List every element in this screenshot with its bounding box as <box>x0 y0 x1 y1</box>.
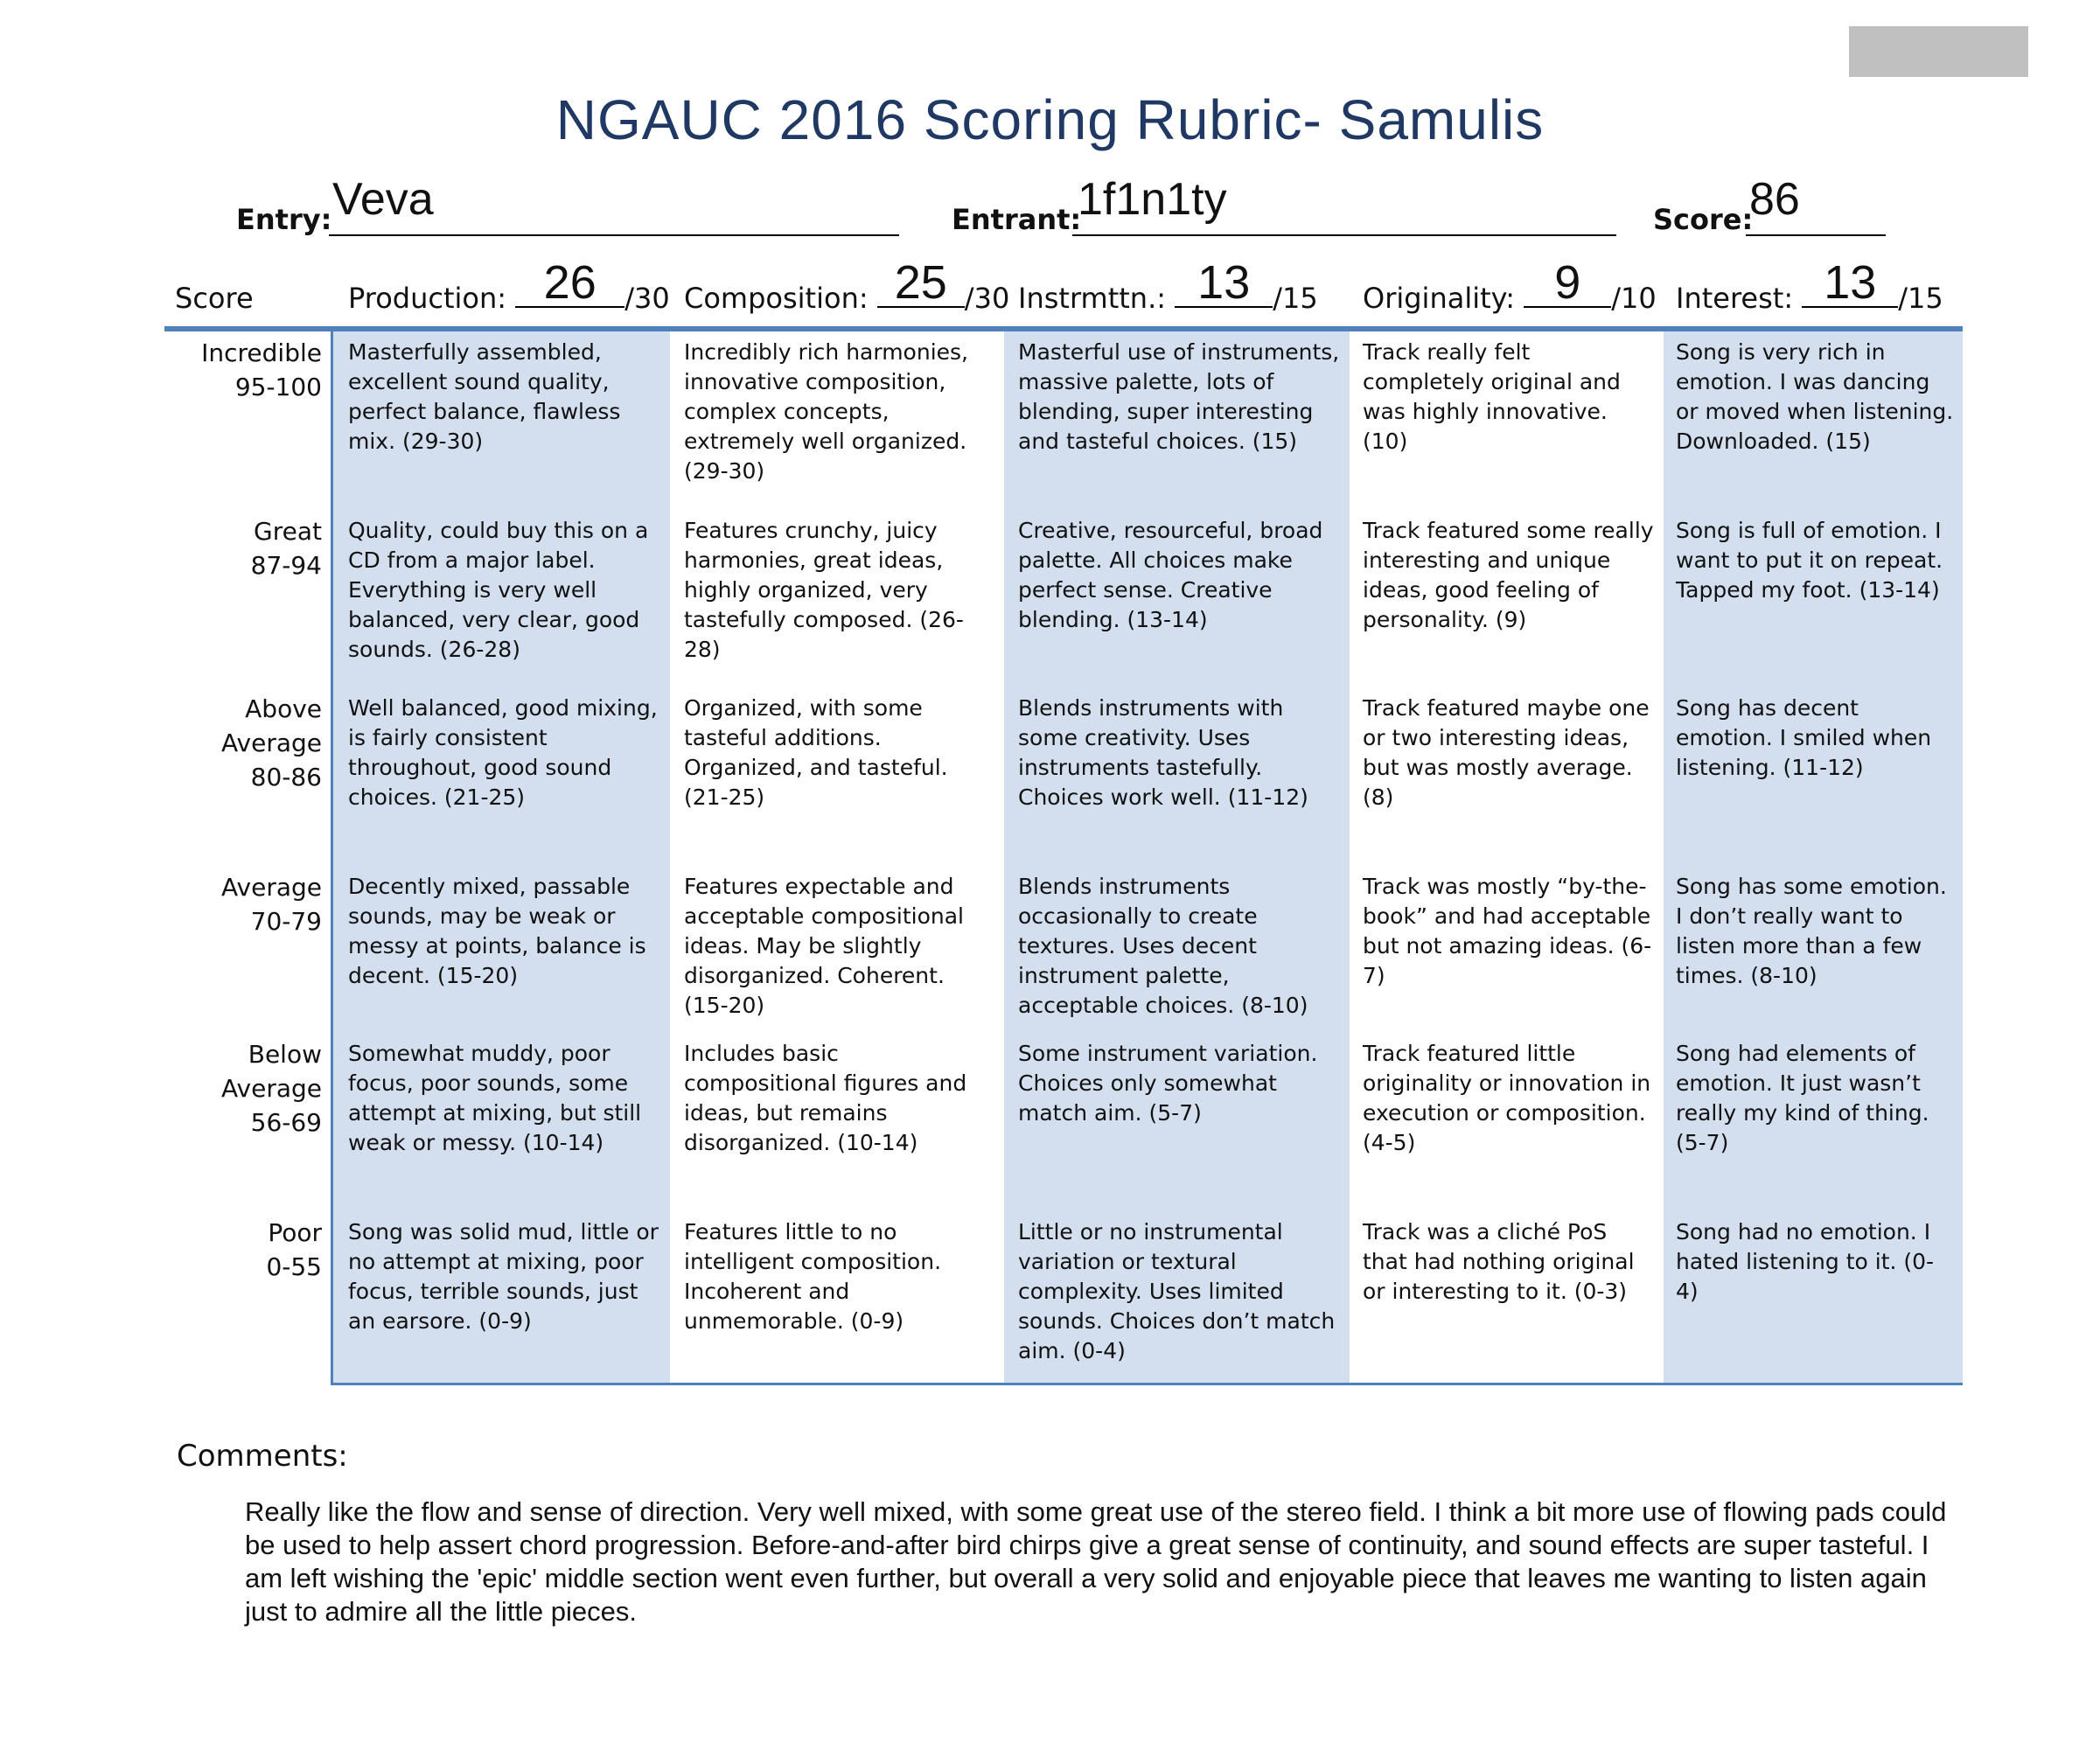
table-cell: Track was mostly “by-the-book” and had acceptable but not amazing ideas. (6-7) <box>1363 874 1652 988</box>
header-originality-label: Originality: <box>1363 282 1516 315</box>
header-originality-max: /10 <box>1611 282 1657 315</box>
table-cell: Creative, resourceful, broad palette. All choices make perfect sense. Creative blending. (13-14) <box>1018 518 1323 632</box>
table-cell: Song had no emotion. I hated listening to it. (0-4) <box>1676 1219 1935 1304</box>
header-composition <box>684 256 1010 315</box>
table-cell: Includes basic compositional figures and ideas, but remains disorganized. (10-14) <box>684 1041 967 1155</box>
table-cell: Track really felt completely original and was highly innovative. (10) <box>1363 339 1621 454</box>
row-label-text: Above Average <box>221 694 322 757</box>
table-cell: Well balanced, good mixing, is fairly consistent throughout, good sound choices. (21-25) <box>348 695 658 810</box>
table-cell: Features crunchy, juicy harmonies, great ideas, highly organized, very tastefully composed. (26-28) <box>684 518 964 662</box>
comments-label: Comments: <box>177 1439 348 1474</box>
row-label-incredible <box>166 336 322 404</box>
table-left-border <box>331 331 333 1384</box>
score-value[interactable]: 86 <box>1749 174 1800 225</box>
row-range-text: 95-100 <box>234 373 322 401</box>
row-label-text: Below Average <box>221 1040 322 1103</box>
table-cell: Song is very rich in emotion. I was dancing or moved when listening. Downloaded. (15) <box>1676 339 1954 454</box>
gray-redaction-box <box>1849 26 2028 77</box>
entry-line <box>329 234 899 236</box>
table-cell: Little or no instrumental variation or textural complexity. Uses limited sounds. Choices don’t match aim. (0-4) <box>1018 1219 1336 1363</box>
row-range-text: 0-55 <box>266 1252 322 1281</box>
table-cell: Incredibly rich harmonies, innovative composition, complex concepts, extremely well organized. (29-30) <box>684 339 968 484</box>
table-cell: Blends instruments with some creativity. Uses instruments tastefully. Choices work well. (11-12) <box>1018 695 1308 810</box>
table-cell: Song has some emotion. I don’t really want to listen more than a few times. (8-10) <box>1676 874 1947 988</box>
table-cell: Decently mixed, passable sounds, may be weak or messy at points, balance is decent. (15-20) <box>348 874 646 988</box>
table-cell: Masterful use of instruments, massive palette, lots of blending, super interesting and tasteful choices. (15) <box>1018 339 1340 454</box>
score-column-header: Score <box>175 282 254 315</box>
row-label-text: Incredible <box>201 338 322 367</box>
header-production-label: Production: <box>348 282 507 315</box>
row-label-text: Great <box>254 517 322 546</box>
header-production-max: /30 <box>624 282 670 315</box>
row-range-text: 56-69 <box>250 1108 322 1137</box>
entrant-line <box>1072 234 1616 236</box>
header-interest-blank[interactable] <box>1802 256 1898 309</box>
row-label-text: Average <box>221 873 322 902</box>
table-cell: Masterfully assembled, excellent sound quality, perfect balance, flawless mix. (29-30) <box>348 339 621 454</box>
row-label-above-average <box>166 692 322 794</box>
table-cell: Song had elements of emotion. It just wasn’t really my kind of thing. (5-7) <box>1676 1041 1929 1155</box>
header-production <box>348 256 670 315</box>
row-range-text: 80-86 <box>250 763 322 791</box>
page-title: NGAUC 2016 Scoring Rubric- Samulis <box>555 88 1545 151</box>
entrant-value[interactable]: 1f1n1ty <box>1078 174 1227 225</box>
header-instrumentation-max: /15 <box>1273 282 1318 315</box>
score-line <box>1746 234 1886 236</box>
header-interest-max: /15 <box>1898 282 1943 315</box>
entry-value[interactable]: Veva <box>332 174 434 225</box>
row-label-poor <box>166 1216 322 1284</box>
table-cell: Track featured some really interesting and unique ideas, good feeling of personality. (9) <box>1363 518 1654 632</box>
header-interest-value: 13 <box>1824 256 1877 309</box>
row-label-text: Poor <box>268 1218 322 1247</box>
row-range-text: 70-79 <box>250 907 322 936</box>
header-interest <box>1676 256 1943 315</box>
header-originality-blank[interactable] <box>1524 256 1611 309</box>
table-cell: Some instrument variation. Choices only somewhat match aim. (5-7) <box>1018 1041 1318 1126</box>
comments-text[interactable]: Really like the flow and sense of direction. Very well mixed, with some great use of the stereo field. I think a bit more use of flowing pads could be used to help assert chord progression. Before-and-after bird chirps give a great sense of continuity, and sound effects are super tasteful. I am left wishing the 'epic' middle section went even further, but overall a very solid and enjoyable piece that leaves me wanting to listen again just to admire all the little pieces. <box>245 1496 1947 1627</box>
header-instrumentation-blank[interactable] <box>1175 256 1273 309</box>
header-composition-value: 25 <box>894 256 947 309</box>
entry-label: Entry: <box>236 203 332 236</box>
table-cell: Features little to no intelligent composition. Incoherent and unmemorable. (0-9) <box>684 1219 942 1334</box>
table-cell: Track was a cliché PoS that had nothing original or interesting to it. (0-3) <box>1363 1219 1635 1304</box>
row-range-text: 87-94 <box>250 551 322 580</box>
table-cell: Song was solid mud, little or no attempt at mixing, poor focus, terrible sounds, just an earsore. (0-9) <box>348 1219 659 1334</box>
header-instrumentation-label: Instrmttn.: <box>1018 282 1167 315</box>
row-label-below-average <box>166 1037 322 1140</box>
table-cell: Track featured little originality or innovation in execution or composition. (4-5) <box>1363 1041 1651 1155</box>
table-cell: Quality, could buy this on a CD from a major label. Everything is very well balanced, very clear, good sounds. (26-28) <box>348 518 649 662</box>
header-composition-max: /30 <box>964 282 1010 315</box>
table-cell: Blends instruments occasionally to create textures. Uses decent instrument palette, acceptable choices. (8-10) <box>1018 874 1308 1018</box>
table-cell: Song has decent emotion. I smiled when listening. (11-12) <box>1676 695 1932 780</box>
row-label-average <box>166 870 322 938</box>
header-originality <box>1363 256 1657 315</box>
entrant-label: Entrant: <box>952 203 1082 236</box>
header-production-value: 26 <box>543 256 597 309</box>
table-bottom-border <box>331 1383 1963 1385</box>
table-cell: Track featured maybe one or two interesting ideas, but was mostly average. (8) <box>1363 695 1650 810</box>
header-instrumentation <box>1018 256 1318 315</box>
row-label-great <box>166 514 322 582</box>
header-composition-label: Composition: <box>684 282 869 315</box>
header-instrumentation-value: 13 <box>1197 256 1251 309</box>
table-cell: Features expectable and acceptable compositional ideas. May be slightly disorganized. Coherent. (15-20) <box>684 874 965 1018</box>
header-production-blank[interactable] <box>515 256 624 309</box>
header-composition-blank[interactable] <box>877 256 965 309</box>
score-label: Score: <box>1653 203 1754 236</box>
table-cell: Organized, with some tasteful additions. Organized, and tasteful. (21-25) <box>684 695 948 810</box>
header-originality-value: 9 <box>1554 256 1581 309</box>
table-cell: Song is full of emotion. I want to put it on repeat. Tapped my foot. (13-14) <box>1676 518 1943 603</box>
table-cell: Somewhat muddy, poor focus, poor sounds, some attempt at mixing, but still weak or messy. (10-14) <box>348 1041 642 1155</box>
header-interest-label: Interest: <box>1676 282 1794 315</box>
